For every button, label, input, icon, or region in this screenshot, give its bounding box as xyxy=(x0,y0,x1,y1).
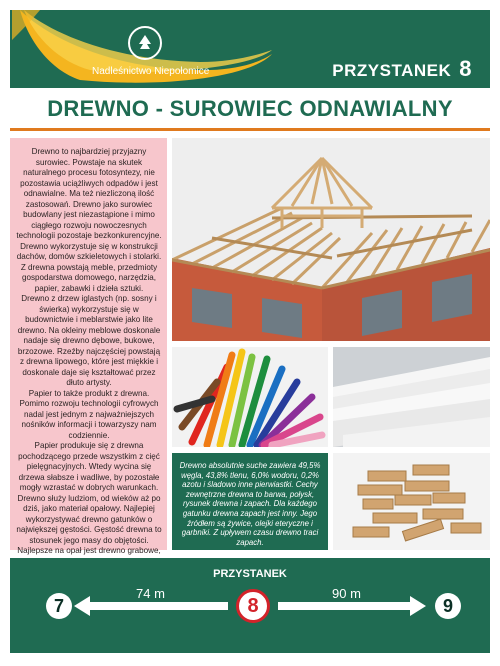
stop-title xyxy=(332,56,472,82)
footer-navigation xyxy=(10,558,490,653)
roof-frame-photo xyxy=(172,138,490,341)
forest-service-logo-icon xyxy=(128,26,162,60)
distance-to-prev: 74 m xyxy=(136,586,165,601)
wooden-blocks-photo xyxy=(333,453,490,550)
title-underline xyxy=(10,128,490,131)
main-text-panel xyxy=(10,138,167,555)
info-text: Drewno absolutnie suche zawiera 49,5% węgla, 43,8% tlenu, 6,0% wodoru, 0,2% azotu i śladowo inne pierwiastki. Cechy zewnętrzne drewna to barwa, połysk, rysunek drewna i zapach. Dla każdego gatunku drewna zapach jest inny. Jego źródłem są żywice, olejki eteryczne i garbniki. Z upływem czasu drewno traci zapach. xyxy=(179,461,321,547)
page-title: DREWNO - SUROWIEC ODNAWIALNY xyxy=(47,96,453,121)
current-stop-marker: 8 xyxy=(236,589,270,623)
paragraph: Papier to także produkt z drewna. Pomimo rozwoju technologii cyfrowych nadal jest jednym z najważniejszych nośników informacji i towarzyszy nam codziennie. xyxy=(19,388,159,440)
next-stop-marker: 9 xyxy=(435,593,461,619)
info-box xyxy=(172,453,328,550)
prev-stop-marker: 7 xyxy=(46,593,72,619)
stop-label: PRZYSTANEK xyxy=(332,61,452,80)
footer-stop-label: PRZYSTANEK xyxy=(213,568,287,580)
paragraph: Drewno wykorzystuje się w konstrukcji dachów, domów szkieletowych i stolarki. Z drewna powstają meble, przedmioty gospodarstwa domowego, narzędzia, papier, zabawki i dzieła sztuki. xyxy=(16,241,162,293)
header-banner xyxy=(10,10,490,88)
org-name: Nadleśnictwo Niepołomice xyxy=(92,66,210,77)
paper-stack-photo xyxy=(333,347,490,447)
stop-number: 8 xyxy=(459,56,472,81)
distance-to-next: 90 m xyxy=(332,586,361,601)
pencils-photo xyxy=(172,347,328,447)
paragraph: Drewno z drzew iglastych (np. sosny i świerka) wykorzystuje się w budownictwie i meblarstwie jako lite drewno. Na okleiny meblowe doskonale nadaje się drewno dębowe, bukowe, brzozowe. Rzeźby najczęściej powstają z drewna lipowego, które jest miękkie i doskonale daje się kształtować przez dłuto artysty. xyxy=(17,294,161,387)
paragraph: Drewno to najbardziej przyjazny surowiec. Powstaje na skutek naturalnego procesu fotosyntezy, nie pozostawia uciążliwych odpadów i jest odnawialne. Ma też niezliczoną ilość zastosowań. Drewno jako surowiec budowlany jest niezastąpione i mimo ciągłego rozwoju nowoczesnych technologii pozostaje bezkonkurencyjne. xyxy=(16,147,162,240)
paragraph: Papier produkuje się z drewna pochodzącego przede wszystkim z cięć pielęgnacyjnych. Wtedy wycina się drzewa słabsze i wadliwe, by pozostałe mogły wzrastać w dobrych warunkach. xyxy=(18,441,160,492)
paragraph: Drewno służy ludziom, od wieków aż po dziś, jako materiał opałowy. Najlepiej wykorzystywać drewno gatunków o największej gęstości. Gęstość drewna to stosunek jego masy do objętości. Najlepsze na opał jest drewno grabowe, xyxy=(16,493,162,555)
